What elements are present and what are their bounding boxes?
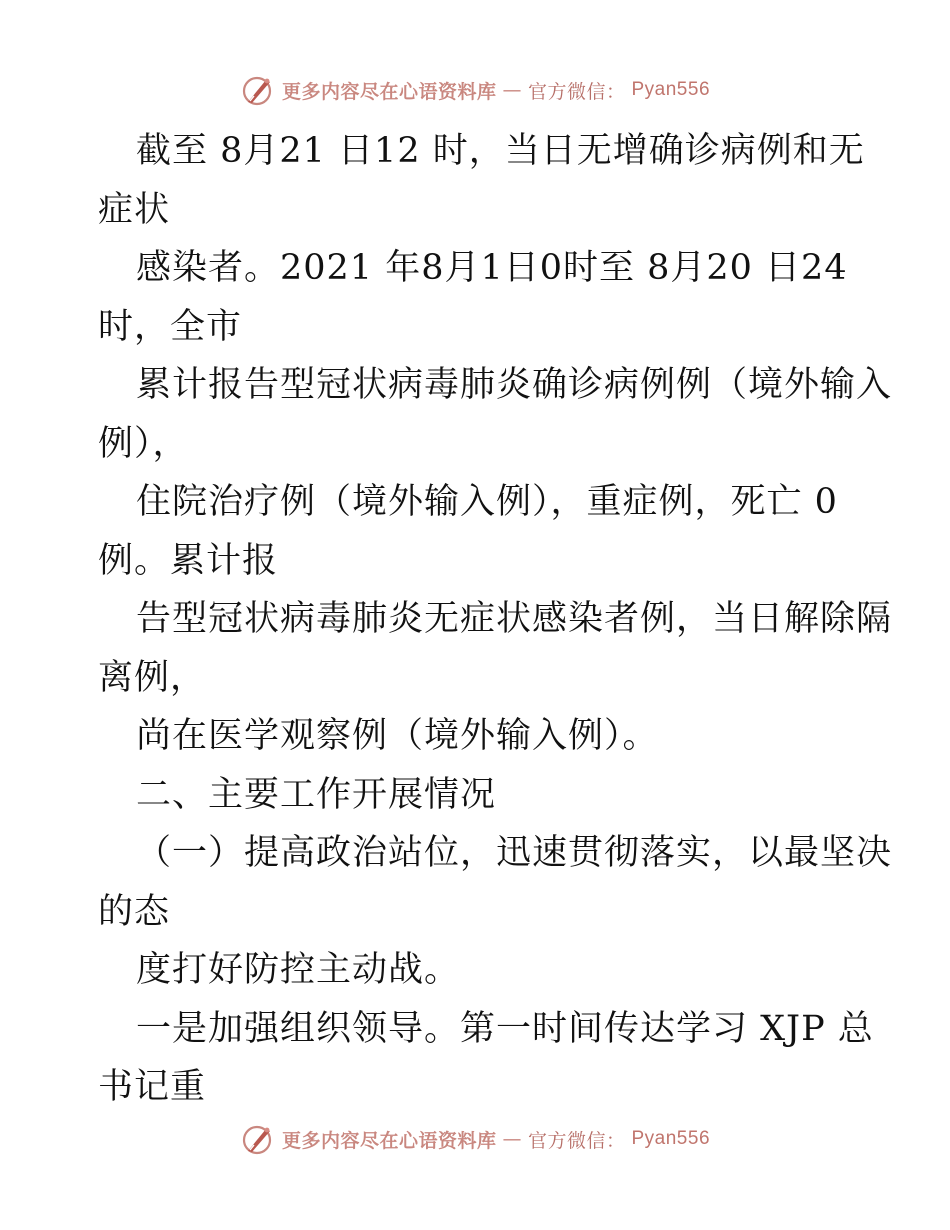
- watermark-brand-text: 更多内容尽在心语资料库: [281, 1129, 497, 1152]
- section-heading: 二、主要工作开展情况: [136, 774, 497, 815]
- watermark-contact-id: Pyan556: [631, 79, 711, 100]
- text-line: 的态: [98, 891, 171, 932]
- text-line: （一）提高政治站位，迅速贯彻落实，以最坚决: [136, 833, 893, 873]
- watermark-brand-text: 更多内容尽在心语资料库: [281, 80, 497, 103]
- text-line: 一是加强组织领导。第一时间传达学习 XJP 总: [136, 1008, 874, 1049]
- text-line: 书记重: [98, 1067, 207, 1107]
- watermark-separator: —: [502, 79, 522, 101]
- text-line: 累计报告型冠状病毒肺炎确诊病例例（境外输入: [136, 365, 893, 405]
- text-line: 离例，: [98, 657, 207, 698]
- text-line: 度打好防控主动战。: [136, 950, 461, 990]
- watermark-separator: —: [502, 1128, 522, 1150]
- text-line: 告型冠状病毒肺炎无症状感染者例，当日解除隔: [136, 599, 893, 639]
- text-line: 时，全市: [98, 306, 243, 347]
- quill-pen-logo-icon: [240, 72, 276, 108]
- text-line: 截至 8月21 日12 时，当日无增确诊病例和无: [136, 131, 865, 171]
- watermark-footer: [0, 1119, 950, 1159]
- watermark-contact-id: Pyan556: [631, 1128, 711, 1149]
- text-line: 例。累计报: [98, 540, 279, 581]
- text-line: 尚在医学观察例（境外输入例）。: [136, 716, 659, 756]
- text-line: 住院治疗例（境外输入例），重症例，死亡 0: [136, 482, 838, 522]
- watermark-header: [0, 70, 950, 110]
- text-line: 感染者。2021 年8月1日0时至 8月20 日24: [136, 248, 848, 288]
- text-line: 例），: [98, 423, 189, 464]
- text-line: 症状: [98, 189, 171, 230]
- document-body: [98, 122, 893, 1117]
- watermark-contact-label: 官方微信：: [527, 80, 626, 103]
- watermark-contact-label: 官方微信：: [527, 1129, 626, 1152]
- quill-pen-logo-icon: [240, 1121, 276, 1157]
